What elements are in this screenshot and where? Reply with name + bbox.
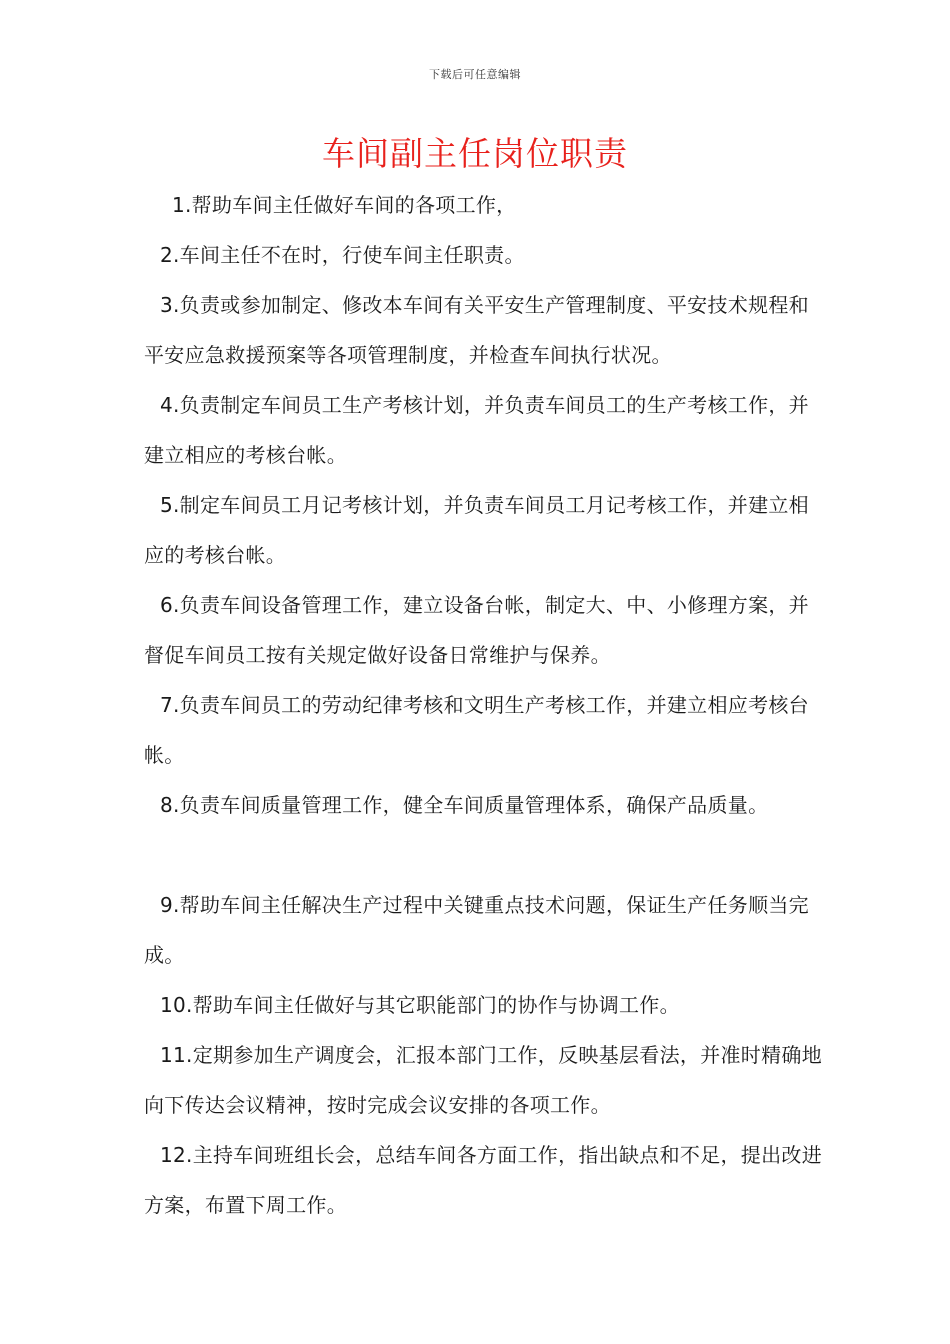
duty-list [144,180,824,1230]
duty-item-8: 8.负责车间质量管理工作，健全车间质量管理体系，确保产品质量。 [160,793,769,817]
duty-item-3: 3.负责或参加制定、修改本车间有关平安生产管理制度、平安技术规程和平安应急救援预案等各项管理制度，并检查车间执行状况。 [144,293,809,367]
paragraph-spacer [144,830,824,880]
duty-item-7: 7.负责车间员工的劳动纪律考核和文明生产考核工作，并建立相应考核台帐。 [144,693,809,767]
header-note: 下载后可任意编辑 [429,68,521,81]
duty-item-1: 1.帮助车间主任做好车间的各项工作， [172,193,517,217]
duty-item-11: 11.定期参加生产调度会，汇报本部门工作，反映基层看法，并准时精确地向下传达会议精神，按时完成会议安排的各项工作。 [144,1043,823,1117]
duty-item-9: 9.帮助车间主任解决生产过程中关键重点技术问题，保证生产任务顺当完成。 [144,893,809,967]
duty-item-10: 10.帮助车间主任做好与其它职能部门的协作与协调工作。 [160,993,680,1017]
duty-item-6: 6.负责车间设备管理工作，建立设备台帐，制定大、中、小修理方案，并督促车间员工按有关规定做好设备日常维护与保养。 [144,593,809,667]
duty-item-2: 2.车间主任不在时，行使车间主任职责。 [160,243,525,267]
duty-item-5: 5.制定车间员工月记考核计划，并负责车间员工月记考核工作，并建立相应的考核台帐。 [144,493,809,567]
duty-item-12: 12.主持车间班组长会，总结车间各方面工作，指出缺点和不足，提出改进方案，布置下周工作。 [144,1143,823,1217]
document-title: 车间副主任岗位职责 [322,134,628,173]
duty-item-4: 4.负责制定车间员工生产考核计划，并负责车间员工的生产考核工作，并建立相应的考核台帐。 [144,393,809,467]
